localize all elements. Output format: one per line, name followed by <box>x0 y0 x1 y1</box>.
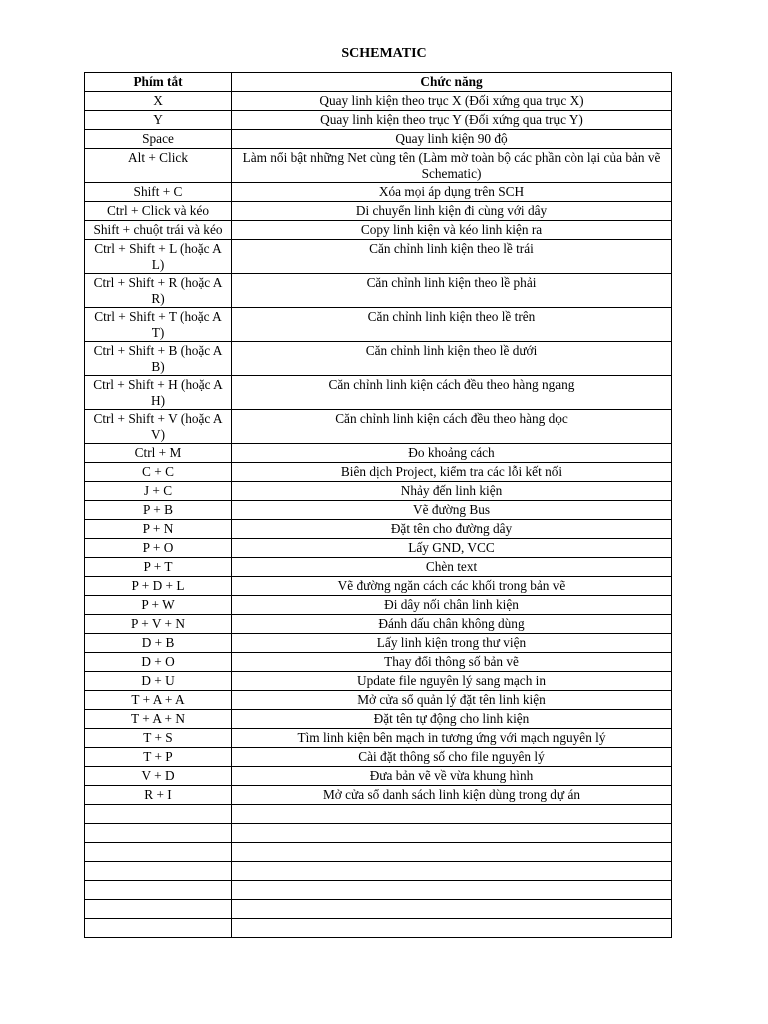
table-row <box>85 520 672 539</box>
shortcut-cell: T + A + N <box>85 710 232 729</box>
table-row <box>85 691 672 710</box>
shortcut-cell: P + D + L <box>85 577 232 596</box>
table-row <box>85 410 672 444</box>
function-cell: Căn chỉnh linh kiện theo lề trái <box>232 240 672 274</box>
function-cell: Vẽ đường Bus <box>232 501 672 520</box>
table-row <box>85 221 672 240</box>
function-cell: Đặt tên tự động cho linh kiện <box>232 710 672 729</box>
shortcut-cell: P + B <box>85 501 232 520</box>
function-cell: Di chuyển linh kiện đi cùng với dây <box>232 202 672 221</box>
shortcut-cell: Space <box>85 130 232 149</box>
table-row <box>85 710 672 729</box>
shortcut-cell: T + P <box>85 748 232 767</box>
empty-shortcut-cell <box>85 843 232 862</box>
function-cell: Mở cửa sổ quản lý đặt tên linh kiện <box>232 691 672 710</box>
function-column-header: Chức năng <box>232 73 672 92</box>
table-row <box>85 482 672 501</box>
function-cell: Update file nguyên lý sang mạch in <box>232 672 672 691</box>
function-cell: Đặt tên cho đường dây <box>232 520 672 539</box>
table-row <box>85 240 672 274</box>
function-cell: Quay linh kiện theo trục Y (Đối xứng qua trục Y) <box>232 111 672 130</box>
empty-shortcut-cell <box>85 862 232 881</box>
function-cell: Đi dây nối chân linh kiện <box>232 596 672 615</box>
table-row <box>85 342 672 376</box>
empty-function-cell <box>232 824 672 843</box>
function-cell: Đánh dấu chân không dùng <box>232 615 672 634</box>
table-row <box>85 539 672 558</box>
function-cell: Lấy linh kiện trong thư viện <box>232 634 672 653</box>
shortcut-cell: Ctrl + Shift + V (hoặc A V) <box>85 410 232 444</box>
shortcut-cell: Alt + Click <box>85 149 232 183</box>
shortcut-cell: Ctrl + Shift + H (hoặc A H) <box>85 376 232 410</box>
function-cell: Nhảy đến linh kiện <box>232 482 672 501</box>
empty-table-row <box>85 805 672 824</box>
table-row <box>85 444 672 463</box>
table-row <box>85 202 672 221</box>
function-cell: Copy linh kiện và kéo linh kiện ra <box>232 221 672 240</box>
function-cell: Quay linh kiện 90 độ <box>232 130 672 149</box>
shortcut-cell: Ctrl + Shift + B (hoặc A B) <box>85 342 232 376</box>
shortcut-cell: Shift + C <box>85 183 232 202</box>
shortcut-cell: Ctrl + M <box>85 444 232 463</box>
function-cell: Vẽ đường ngăn cách các khối trong bản vẽ <box>232 577 672 596</box>
function-cell: Căn chỉnh linh kiện theo lề phải <box>232 274 672 308</box>
empty-function-cell <box>232 881 672 900</box>
shortcut-cell: P + V + N <box>85 615 232 634</box>
shortcut-cell: X <box>85 92 232 111</box>
shortcut-cell: V + D <box>85 767 232 786</box>
shortcut-cell: R + I <box>85 786 232 805</box>
function-cell: Căn chỉnh linh kiện cách đều theo hàng ngang <box>232 376 672 410</box>
function-cell: Làm nổi bật những Net cùng tên (Làm mờ toàn bộ các phần còn lại của bản vẽ Schematic) <box>232 149 672 183</box>
table-row <box>85 596 672 615</box>
table-row <box>85 308 672 342</box>
empty-table-row <box>85 881 672 900</box>
shortcut-cell: P + W <box>85 596 232 615</box>
empty-function-cell <box>232 919 672 938</box>
page-title: SCHEMATIC <box>341 46 427 61</box>
shortcut-table <box>84 72 672 938</box>
empty-function-cell <box>232 862 672 881</box>
table-row <box>85 672 672 691</box>
shortcut-cell: Ctrl + Click và kéo <box>85 202 232 221</box>
table-row <box>85 653 672 672</box>
table-row <box>85 577 672 596</box>
empty-function-cell <box>232 805 672 824</box>
table-row <box>85 149 672 183</box>
table-row <box>85 463 672 482</box>
table-row <box>85 501 672 520</box>
empty-function-cell <box>232 843 672 862</box>
function-cell: Quay linh kiện theo trục X (Đối xứng qua trục X) <box>232 92 672 111</box>
shortcut-cell: Shift + chuột trái và kéo <box>85 221 232 240</box>
table-body <box>85 92 672 938</box>
shortcut-cell: Y <box>85 111 232 130</box>
table-row <box>85 92 672 111</box>
empty-table-row <box>85 862 672 881</box>
table-row <box>85 558 672 577</box>
table-row <box>85 786 672 805</box>
shortcut-cell: Ctrl + Shift + T (hoặc A T) <box>85 308 232 342</box>
function-cell: Căn chỉnh linh kiện cách đều theo hàng dọc <box>232 410 672 444</box>
shortcut-cell: D + U <box>85 672 232 691</box>
function-cell: Căn chỉnh linh kiện theo lề trên <box>232 308 672 342</box>
function-cell: Đo khoảng cách <box>232 444 672 463</box>
shortcut-column-header: Phím tắt <box>85 73 232 92</box>
table-row <box>85 729 672 748</box>
shortcut-cell: T + S <box>85 729 232 748</box>
function-cell: Cài đặt thông số cho file nguyên lý <box>232 748 672 767</box>
table-row <box>85 634 672 653</box>
table-row <box>85 376 672 410</box>
empty-table-row <box>85 919 672 938</box>
empty-shortcut-cell <box>85 900 232 919</box>
function-cell: Xóa mọi áp dụng trên SCH <box>232 183 672 202</box>
shortcut-cell: C + C <box>85 463 232 482</box>
function-cell: Mở cửa sổ danh sách linh kiện dùng trong dự án <box>232 786 672 805</box>
empty-function-cell <box>232 900 672 919</box>
table-row <box>85 111 672 130</box>
function-cell: Biên dịch Project, kiểm tra các lỗi kết nối <box>232 463 672 482</box>
function-cell: Lấy GND, VCC <box>232 539 672 558</box>
shortcut-cell: J + C <box>85 482 232 501</box>
shortcut-cell: Ctrl + Shift + L (hoặc A L) <box>85 240 232 274</box>
table-row <box>85 615 672 634</box>
empty-table-row <box>85 843 672 862</box>
function-cell: Tìm linh kiện bên mạch in tương ứng với mạch nguyên lý <box>232 729 672 748</box>
empty-shortcut-cell <box>85 881 232 900</box>
shortcut-cell: P + O <box>85 539 232 558</box>
function-cell: Chèn text <box>232 558 672 577</box>
table-row <box>85 130 672 149</box>
shortcut-cell: D + O <box>85 653 232 672</box>
function-cell: Thay đổi thông số bản vẽ <box>232 653 672 672</box>
empty-table-row <box>85 900 672 919</box>
table-row <box>85 748 672 767</box>
function-cell: Đưa bản vẽ về vừa khung hình <box>232 767 672 786</box>
shortcut-cell: D + B <box>85 634 232 653</box>
empty-shortcut-cell <box>85 919 232 938</box>
table-row <box>85 767 672 786</box>
empty-shortcut-cell <box>85 824 232 843</box>
table-row <box>85 274 672 308</box>
empty-shortcut-cell <box>85 805 232 824</box>
empty-table-row <box>85 824 672 843</box>
table-header-row <box>85 73 672 92</box>
function-cell: Căn chỉnh linh kiện theo lề dưới <box>232 342 672 376</box>
shortcut-cell: Ctrl + Shift + R (hoặc A R) <box>85 274 232 308</box>
shortcut-cell: P + T <box>85 558 232 577</box>
table-row <box>85 183 672 202</box>
shortcut-cell: P + N <box>85 520 232 539</box>
shortcut-cell: T + A + A <box>85 691 232 710</box>
